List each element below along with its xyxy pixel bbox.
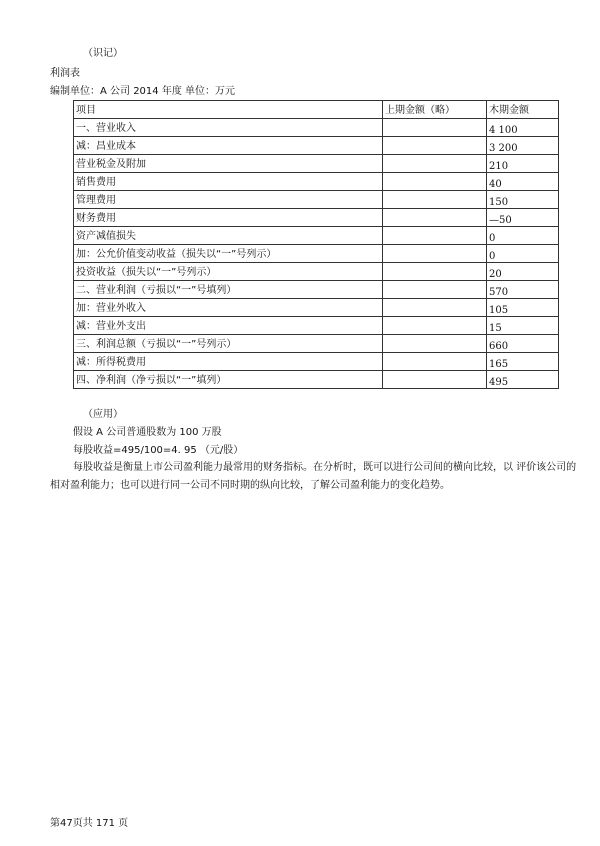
row-item-cell: 一、营业收入 (74, 119, 383, 137)
table-row (74, 209, 559, 227)
table-row (74, 245, 559, 263)
table-row (74, 119, 559, 137)
row-prev-amount-cell (383, 227, 487, 245)
row-prev-amount-cell (383, 119, 487, 137)
row-prev-amount-cell (383, 209, 487, 227)
column-header-prev: 上期金额（略） (383, 101, 487, 119)
row-prev-amount-cell (383, 317, 487, 335)
row-item-cell: 加：营业外收入 (74, 299, 383, 317)
table-row (74, 155, 559, 173)
row-prev-amount-cell (383, 281, 487, 299)
table-row (74, 191, 559, 209)
row-curr-amount-cell: 20 (487, 263, 559, 281)
row-curr-amount-cell: 210 (487, 155, 559, 173)
row-item-cell: 减：昌业成本 (74, 137, 383, 155)
note-label: （识记） (83, 48, 123, 59)
row-prev-amount-cell (383, 137, 487, 155)
row-item-cell: 四、净利润（净亏损以“一”填列） (74, 371, 383, 389)
row-prev-amount-cell (383, 245, 487, 263)
row-curr-amount-cell: 165 (487, 353, 559, 371)
row-curr-amount-cell: 0 (487, 227, 559, 245)
row-prev-amount-cell (383, 191, 487, 209)
column-header-item: 项目 (74, 101, 383, 119)
row-item-cell: 三、利润总额（亏损以“一”号列示） (74, 335, 383, 353)
row-curr-amount-cell: 495 (487, 371, 559, 389)
table-row (74, 173, 559, 191)
row-curr-amount-cell: 15 (487, 317, 559, 335)
row-item-cell: 管理费用 (74, 191, 383, 209)
row-curr-amount-cell: —50 (487, 209, 559, 227)
row-item-cell: 财务费用 (74, 209, 383, 227)
page-footer: 第47页共 171 页 (50, 818, 129, 829)
table-row (74, 317, 559, 335)
application-line-2: 每股收益=495/100=4. 95 （元/股） (73, 445, 244, 456)
row-prev-amount-cell (383, 173, 487, 191)
table-row (74, 227, 559, 245)
application-line-1: 假设 A 公司普通股数为 100 万股 (73, 427, 222, 438)
row-prev-amount-cell (383, 353, 487, 371)
table-row (74, 335, 559, 353)
row-item-cell: 投资收益（损失以“一”号列示） (74, 263, 383, 281)
page-title: 利润表 (50, 68, 80, 79)
row-item-cell: 减：营业外支出 (74, 317, 383, 335)
row-curr-amount-cell: 4 100 (487, 119, 559, 137)
row-item-cell: 加：公允价值变动收益（损失以“一”号列示） (74, 245, 383, 263)
table-subtitle: 编制单位：A 公司 2014 年度 单位：万元 (50, 86, 236, 97)
row-curr-amount-cell: 105 (487, 299, 559, 317)
row-curr-amount-cell: 150 (487, 191, 559, 209)
income-statement-table (73, 100, 559, 389)
table-row (74, 263, 559, 281)
table-header-row (74, 101, 559, 119)
row-item-cell: 营业税金及附加 (74, 155, 383, 173)
application-paragraph: 每股收益是衡量上市公司盈利能力最常用的财务指标。在分析时，既可以进行公司间的横向比较，以 评价该公司的相对盈利能力；也可以进行同一公司不同时期的纵向比较，了解公司盈利能力的变化趋势。 (50, 462, 577, 491)
row-prev-amount-cell (383, 371, 487, 389)
row-prev-amount-cell (383, 155, 487, 173)
row-item-cell: 销售费用 (74, 173, 383, 191)
column-header-curr: 木期金额 (487, 101, 559, 119)
row-item-cell: 资产减值损失 (74, 227, 383, 245)
table-row (74, 371, 559, 389)
row-prev-amount-cell (383, 335, 487, 353)
row-prev-amount-cell (383, 299, 487, 317)
row-item-cell: 二、营业利润（亏损以“一”号填列） (74, 281, 383, 299)
row-curr-amount-cell: 660 (487, 335, 559, 353)
row-curr-amount-cell: 570 (487, 281, 559, 299)
table-row (74, 353, 559, 371)
table-row (74, 299, 559, 317)
row-curr-amount-cell: 0 (487, 245, 559, 263)
row-prev-amount-cell (383, 263, 487, 281)
table-row (74, 281, 559, 299)
row-curr-amount-cell: 40 (487, 173, 559, 191)
row-curr-amount-cell: 3 200 (487, 137, 559, 155)
table-row (74, 137, 559, 155)
row-item-cell: 减：所得税费用 (74, 353, 383, 371)
application-label: （应用） (83, 409, 123, 420)
